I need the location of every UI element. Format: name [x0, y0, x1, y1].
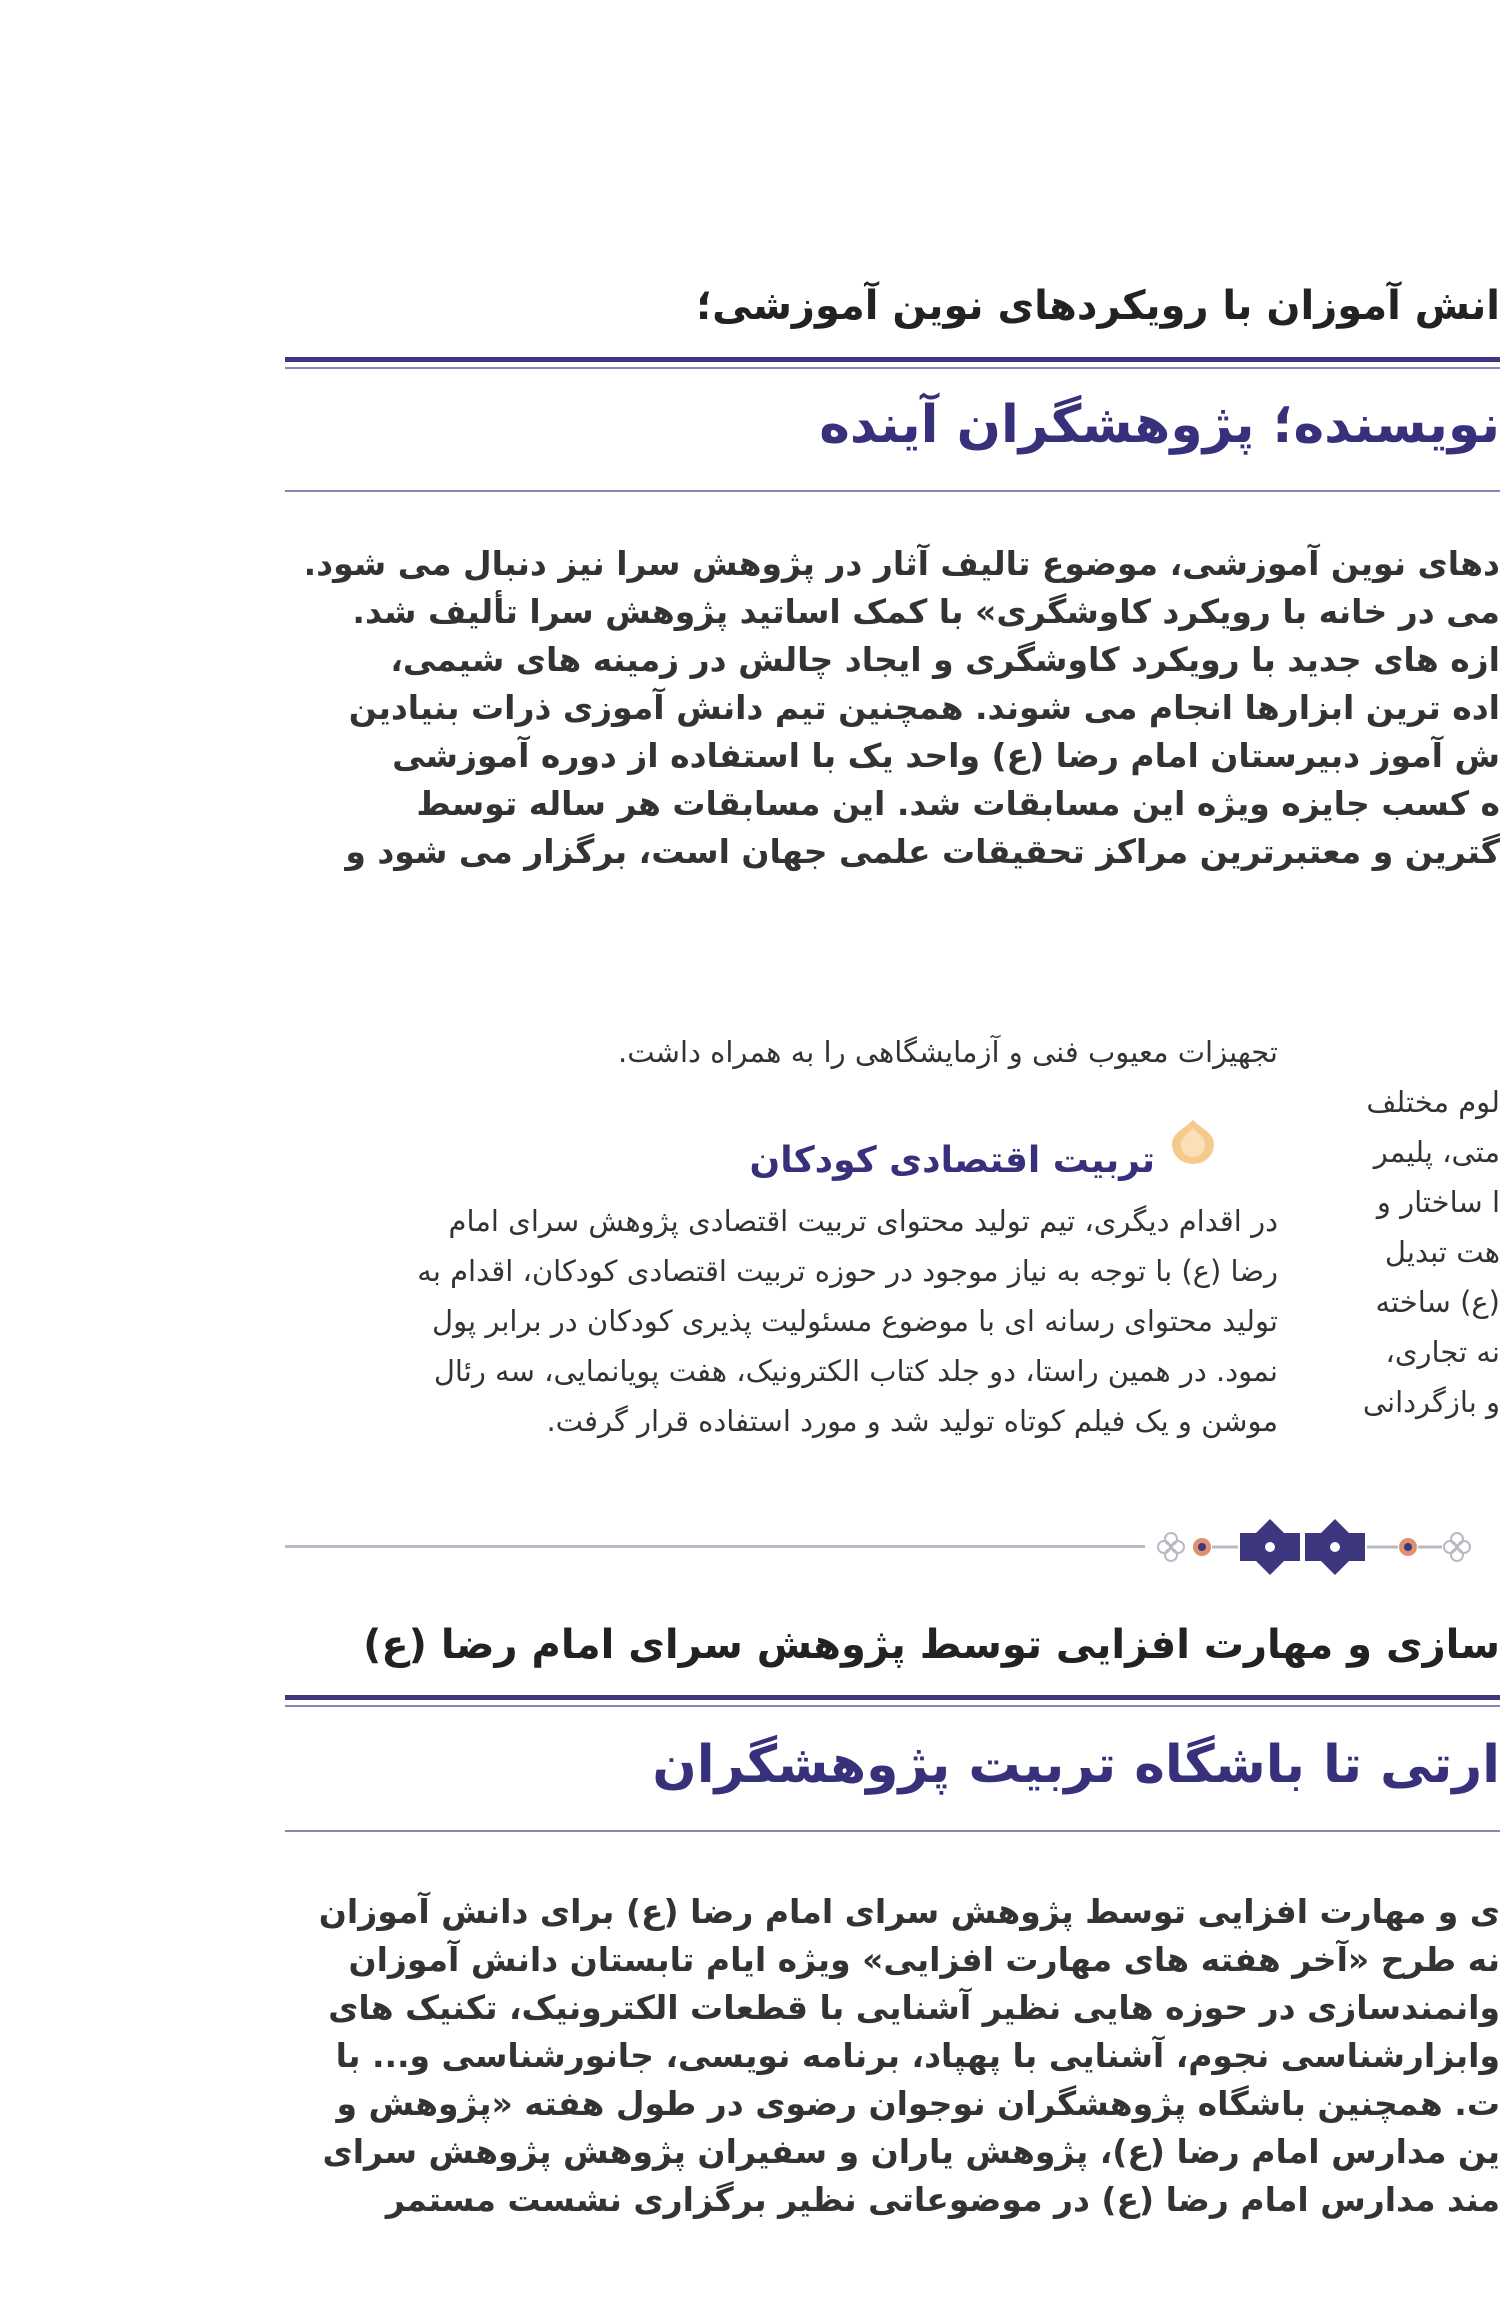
- article1-headline: نویسنده؛ پژوهشگران آینده: [819, 395, 1500, 455]
- section-line: موشن و یک فیلم کوتاه تولید شد و مورد استفاده قرار گرفت.: [546, 1404, 1278, 1438]
- fragment-line: و بازگردانی: [1362, 1385, 1500, 1419]
- article1-line: ازه های جدید با رویکرد کاوشگری و ایجاد چالش در زمینه های شیمی،: [390, 640, 1500, 679]
- fragment-line: (ع) ساخته: [1375, 1285, 1500, 1319]
- fragment-line: لوم مختلف: [1366, 1085, 1500, 1119]
- article1-line: می در خانه با رویکرد کاوشگری» با کمک اساتید پژوهش سرا تألیف شد.: [352, 592, 1500, 631]
- article1-kicker: انش آموزان با رویکردهای نوین آموزشی؛: [696, 283, 1500, 329]
- section-line: تولید محتوای رسانه ای با موضوع مسئولیت پذیری کودکان در برابر پول: [432, 1304, 1278, 1338]
- column-end-line: تجهیزات معیوب فنی و آزمایشگاهی را به همراه داشت.: [617, 1035, 1278, 1069]
- article1-line: گترین و معتبرترین مراکز تحقیقات علمی جهان است، برگزار می شود و: [345, 832, 1500, 871]
- article2-kicker: سازی و مهارت افزایی توسط پژوهش سرای امام رضا (ع): [363, 1622, 1500, 1668]
- article2-line: نه طرح «آخر هفته های مهارت افزایی» ویژه ایام تابستان دانش آموزان: [348, 1940, 1500, 1979]
- section-paragraph: [278, 1204, 1278, 1454]
- fragment-line: نه تجاری،: [1385, 1335, 1500, 1369]
- right-column-fragments: [1340, 1085, 1500, 1435]
- section-line: در اقدام دیگری، تیم تولید محتوای تربیت اقتصادی پژوهش سرای امام: [448, 1204, 1278, 1238]
- article1-line: دهای نوین آموزشی، موضوع تالیف آثار در پژوهش سرا نیز دنبال می شود.: [303, 544, 1500, 583]
- article2-line: مند مدارس امام رضا (ع) در موضوعاتی نظیر برگزاری نشست مستمر: [385, 2180, 1500, 2219]
- ornament-divider-icon: [1150, 1515, 1500, 1579]
- article1-line: ه کسب جایزه ویژه این مسابقات شد. این مسابقات هر ساله توسط: [416, 784, 1500, 823]
- divider-line: [285, 1545, 1145, 1548]
- article2-headline: ارتی تا باشگاه تربیت پژوهشگران: [652, 1735, 1500, 1795]
- section-subheading: تربیت اقتصادی کودکان: [749, 1140, 1155, 1181]
- article2-line: ین مدارس امام رضا (ع)، پژوهش یاران و سفیران پژوهش پژوهش سرای: [322, 2132, 1500, 2171]
- article1-top-rule-thin: [285, 367, 1500, 369]
- article2-line: وابزارشناسی نجوم، آشنایی با پهپاد، برنامه نویسی، جانورشناسی و... با: [335, 2036, 1500, 2075]
- article1-line: ش آموز دبیرستان امام رضا (ع) واحد یک با استفاده از دوره آموزشی: [392, 736, 1500, 775]
- article1-line: اده ترین ابزارها انجام می شوند. همچنین تیم دانش آموزی ذرات بنیادین: [348, 688, 1500, 727]
- article1-bottom-rule: [285, 490, 1500, 492]
- article2-line: وانمندسازی در حوزه هایی نظیر آشنایی با قطعات الکترونیک، تکنیک های: [328, 1988, 1500, 2027]
- article1-top-rule: [285, 357, 1500, 362]
- article2-line: ت. همچنین باشگاه پژوهشگران نوجوان رضوی در طول هفته «پژوهش و: [336, 2084, 1500, 2123]
- article1-paragraph: [285, 540, 1500, 876]
- section-line: نمود. در همین راستا، دو جلد کتاب الکترونیک، هفت پویانمایی، سه رئال: [433, 1354, 1278, 1388]
- section-line: رضا (ع) با توجه به نیاز موجود در حوزه تربیت اقتصادی کودکان، اقدام به: [417, 1254, 1278, 1288]
- article2-bottom-rule: [285, 1830, 1500, 1832]
- fragment-line: هت تبدیل: [1384, 1235, 1500, 1269]
- fragment-line: ا ساختار و: [1376, 1185, 1500, 1219]
- article2-line: ی و مهارت افزایی توسط پژوهش سرای امام رضا (ع) برای دانش آموزان: [318, 1892, 1500, 1931]
- flower-ornament-icon: [1168, 1118, 1218, 1168]
- article2-top-rule-thin: [285, 1705, 1500, 1707]
- fragment-line: متی، پلیمر: [1373, 1135, 1500, 1169]
- article2-top-rule: [285, 1695, 1500, 1700]
- article2-paragraph: [285, 1888, 1500, 2224]
